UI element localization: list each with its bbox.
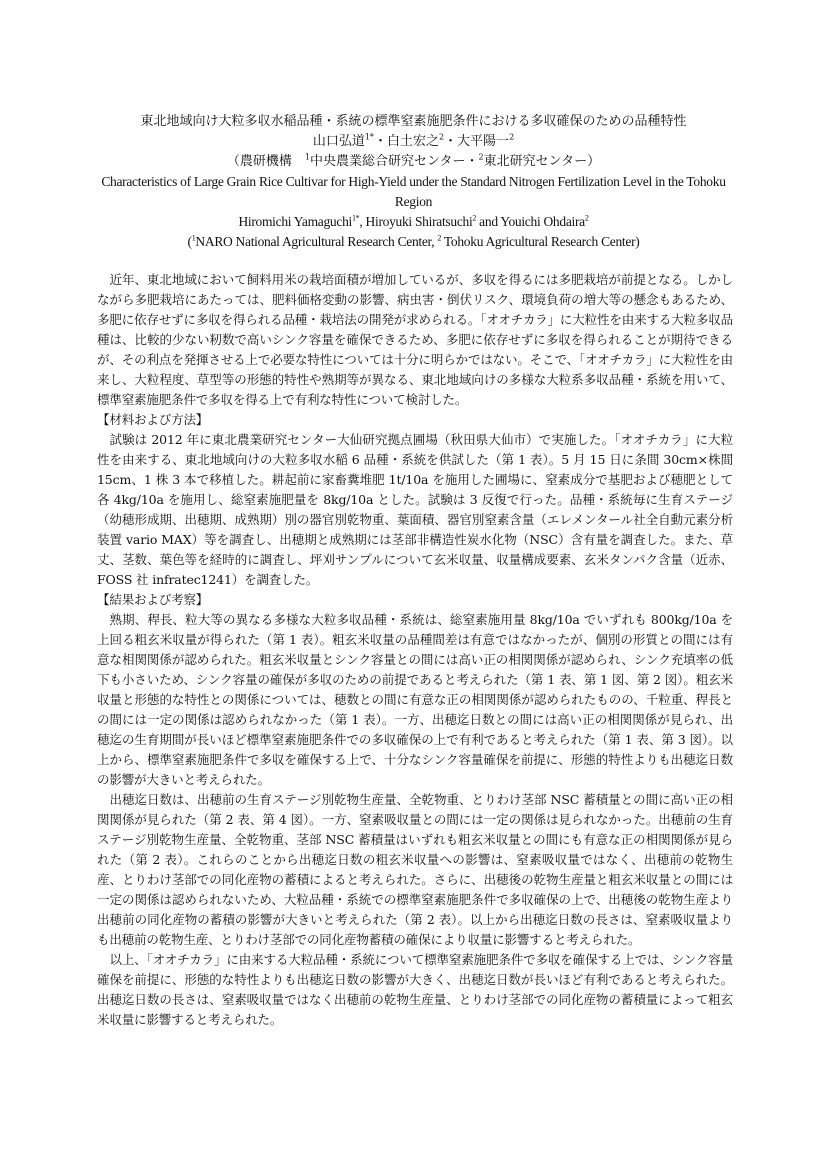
author-ja-2: ・白土宏之	[373, 134, 439, 149]
results-paragraph-2: 出穂迄日数は、出穂前の生育ステージ別乾物生産量、全乾物重、とりわけ茎部 NSC 蓄積量との間に高い正の相関関係が見られた（第 2 表、第 4 図）。一方、窒素吸収量との間には一定の関係は見られなかった。出穂前の生育ステージ別乾物生産量、全乾物重、茎部 NSC 蓄積量はいずれも粗玄米収量との間にも有意な正の相関関係が見られた（第 2 表）。これらのことから出穂迄日数の粗玄米収量への影響は、窒素吸収量ではなく、出穂前の乾物生産、とりわけ茎部での同化産物の蓄積によると考えられた。さらに、出穂後の乾物生産量と粗玄米収量との間には一定の関係は認められないため、大粒品種・系統での標準窒素施肥条件で多収確保の上で、出穂後の乾物生産より出穂前の同化産物の蓄積の影響が大きいと考えられた（第 2 表）。以上から出穂迄日数の長さは、窒素吸収量よりも出穂前の乾物生産、とりわけ茎部での同化産物蓄積の確保により収量に影響すると考えられた。	[97, 792, 733, 947]
author-ja-2-mark: 2	[438, 132, 445, 142]
intro-paragraph: 近年、東北地域において飼料用米の栽培面積が増加しているが、多収を得るには多肥栽培が前提となる。しかしながら多肥栽培にあたっては、肥料価格変動の影響、病虫害・倒伏リスク、環境負荷の増大等の懸念もあるため、多肥に依存せずに多収を得られる品種・栽培法の開発が求められる。「オオチカラ」に大粒性を由来する大粒多収品種は、比較的少ない籾数で高いシンク容量を確保できるため、多肥に依存せずに多収を得られることが期待できるが、その利点を発揮させる上で必要な特性については十分に明らかではない。そこで、「オオチカラ」に大粒性を由来し、大粒程度、草型等の形態的特性や熟期等が異なる、東北地域向けの多様な大粒系多収品種・系統を用いて、標準窒素施肥条件で多収を得る上で有利な特性について検討した。	[97, 272, 733, 407]
title-en: Characteristics of Large Grain Rice Cultivar for High-Yield under the Standard Nitrogen Fertilization Level in the Tohoku Region	[101, 174, 726, 209]
affiliation-en	[90, 232, 737, 252]
author-ja-3: ・大平陽一	[444, 134, 510, 149]
authors-en	[90, 212, 737, 232]
author-ja-1: 山口弘道	[312, 134, 365, 149]
affil-ja-institute-2: 東北研究センター）	[483, 154, 601, 169]
methods-heading: 【材料および方法】	[97, 412, 209, 427]
affil-en-open: (	[187, 234, 192, 249]
affil-en-mark-1: 1	[191, 233, 196, 243]
affil-en-institute-2: Tohoku Agricultural Research Center)	[441, 234, 640, 249]
affil-ja-institute-1: 中央農業総合研究センター・	[310, 154, 479, 169]
author-ja-1-mark: 1*	[364, 132, 374, 142]
author-ja-3-mark: 2	[509, 132, 515, 142]
methods-paragraph: 試験は 2012 年に東北農業研究センター大仙研究拠点圃場（秋田県大仙市）で実施した。「オオチカラ」に大粒性を由来する、東北地域向けの大粒多収水稲 6 品種・系統を供試した（第 1 表）。5 月 15 日に条間 30cm×株間 15cm、1 株 3 本で移植した。耕起前に家畜糞堆肥 1t/10a を施用した圃場に、窒素成分で基肥および穂肥として各 4kg/10a を施用し、総窒素施肥量を 8kg/10a とした。試験は 3 反復で行った。品種・系統毎に生育ステージ（幼穂形成期、出穂期、成熟期）別の器官別乾物重、葉面積、器官別窒素含量（エレメンタール社全自動元素分析装置 vario MAX）等を調査し、出穂期と成熟期には茎部非構造性炭水化物（NSC）含有量を調査した。また、草丈、茎数、葉色等を経時的に調査し、坪刈サンプルについて玄米収量、収量構成要素、玄米タンパク含量（近赤、FOSS 社 infratec1241）を調査した。	[97, 432, 733, 587]
affiliation-ja	[90, 152, 737, 172]
affil-ja-open: （農研機構	[226, 154, 305, 169]
affil-ja-mark-1: 1	[304, 152, 311, 162]
results-paragraph-3: 以上、「オオチカラ」に由来する大粒品種・系統について標準窒素施肥条件で多収を確保する上では、シンク容量確保を前提に、形態的な特性よりも出穂迄日数の影響が大きく、出穂迄日数が長いほど有利であると考えられた。出穂迄日数の長さは、窒素吸収量ではなく出穂前の乾物生産量、とりわけ茎部での同化産物の蓄積量によって粗玄米収量に影響すると考えられた。	[97, 952, 733, 1027]
paper-header	[90, 112, 737, 252]
author-en-1: Hiromichi Yamaguchi	[238, 214, 352, 229]
results-paragraph-1: 熟期、稈長、粒大等の異なる多様な大粒多収品種・系統は、総窒素施用量 8kg/10a でいずれも 800kg/10a を上回る粗玄米収量が得られた（第 1 表）。粗玄米収量の品種間差は有意ではなかったが、個別の形質との間には有意な相関関係が認められた。粗玄米収量とシンク容量との間には高い正の相関関係が認められ、シンク充填率の低下も小さいため、シンク容量の確保が多収のための前提であると考えられた（第 1 表、第 1 図、第 2 図）。粗玄米収量と形態的な特性との関係については、穂数との間に有意な正の相関関係が認められたものの、千粒重、稈長との間には一定の関係は認められなかった（第 1 表）。一方、出穂迄日数との間には高い正の相関関係が見られ、出穂迄の生育期間が長いほど標準窒素施肥条件での多収確保の上で有利であると考えられた（第 1 表、第 3 図）。以上から、標準窒素施肥条件で多収を確保する上で、十分なシンク容量確保を前提に、形態的特性よりも出穂迄日数の影響が大きいと考えられた。	[97, 612, 733, 787]
title-ja: 東北地域向け大粒多収水稲品種・系統の標準窒素施肥条件における多収確保のための品種特性	[140, 114, 687, 129]
author-en-2-mark: 2	[472, 213, 477, 223]
author-en-3-mark: 2	[584, 213, 589, 223]
affil-en-mark-2: 2	[437, 233, 442, 243]
authors-ja	[90, 132, 737, 152]
affil-ja-mark-2: 2	[478, 152, 484, 162]
author-en-3: and Youichi Ohdaira	[476, 214, 585, 229]
affil-en-institute-1: NARO National Agricultural Research Center,	[195, 234, 438, 249]
paper-body	[97, 270, 733, 1030]
results-heading: 【結果および考察】	[97, 592, 209, 607]
author-en-2: , Hiroyuki Shiratsuchi	[359, 214, 473, 229]
author-en-1-mark: 1*	[351, 213, 360, 223]
